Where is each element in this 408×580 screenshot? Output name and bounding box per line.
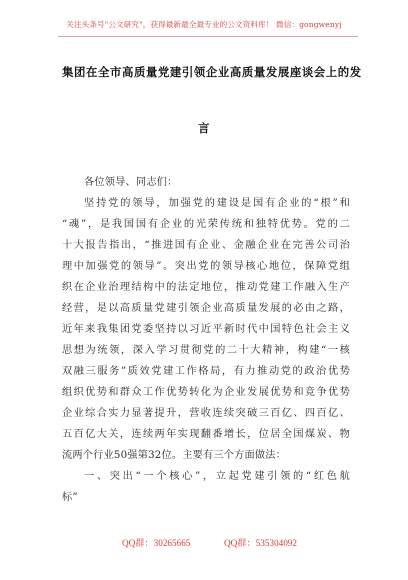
paragraph-line: 流两个行业50强第32位。主要有三个方面做法：	[62, 450, 287, 461]
paragraph-line: 双融三服务”质效党建工作格局，有力推动党的政治优势	[62, 366, 350, 377]
header-note: 关注头条号"公文研究"，获得最新最全最专业的公文资料库！ 微信：gongwenyj	[66, 20, 342, 29]
paragraph-line: 五百亿大关，连续两年实现翻番增长，位居全国煤炭、物	[62, 429, 350, 440]
document-title-line-2: 言	[198, 121, 210, 135]
paragraph-line: 理中加强党的领导”。突出党的领导核心地位，保障党组	[62, 261, 350, 272]
paragraph-line: 近年来我集团党委坚持以习近平新时代中国特色社会主义	[62, 324, 350, 335]
paragraph-line: 经营，是以高质量党建引领企业高质量发展的必由之路，	[62, 303, 350, 314]
paragraph-line: 织在企业治理结构中的法定地位，推动党建工作融入生产	[62, 282, 350, 293]
document-title-line-1: 集团在全市高质量党建引领企业高质量发展座谈会上的发	[62, 65, 362, 79]
paragraph-line: “魂”，是我国国有企业的光荣传统和独特优势。党的二	[62, 219, 350, 230]
salutation: 各位领导、同志们：	[84, 177, 178, 188]
paragraph-line: 思想为统领，深入学习贯彻党的二十大精神，构建“一核	[62, 345, 350, 356]
paragraph-line: 企业综合实力显著提升，营收连续突破三百亿、四百亿、	[62, 408, 350, 419]
footer-qq-group-right: QQ群：535304092	[224, 538, 297, 548]
paragraph-line: 组织优势和群众工作优势转化为企业发展优势和竞争优势	[62, 387, 350, 398]
header-divider	[58, 36, 358, 37]
paragraph-line: 坚持党的领导，加强党的建设是国有企业的“根”和	[84, 198, 350, 209]
footer	[0, 535, 408, 549]
footer-qq-group-left: QQ群：30265665	[122, 538, 191, 548]
section-heading-line: 一、突出“一个核心”，立起党建引领的“红色航	[84, 471, 350, 482]
section-heading-line: 标”	[62, 492, 78, 503]
paragraph-line: 十大报告指出，“推进国有企业、金融企业在完善公司治	[62, 240, 350, 251]
